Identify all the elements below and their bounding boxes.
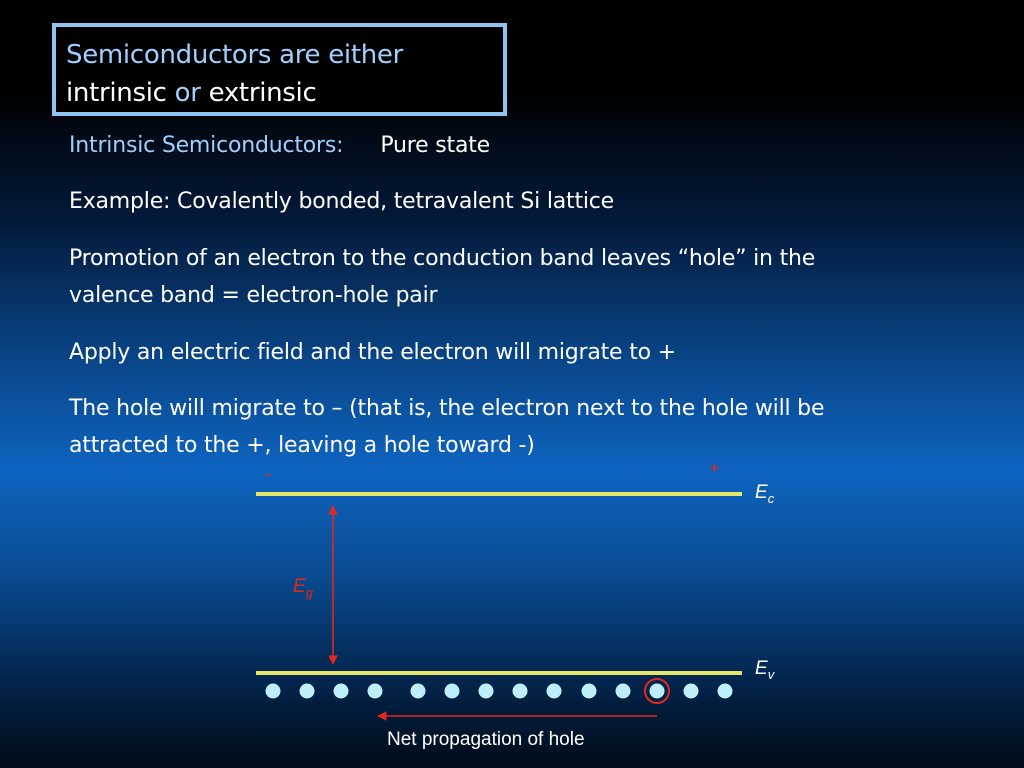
electron-dot: [334, 684, 349, 699]
electron-dot: [718, 684, 733, 699]
hole-migration-line-2: attracted to the +, leaving a hole toward -): [69, 433, 535, 458]
electron-dot: [650, 684, 665, 699]
intrinsic-value: Pure state: [380, 133, 491, 158]
valence-electrons: [266, 684, 733, 699]
ec-label: $E_c$: [755, 482, 775, 506]
example-line: Example: Covalently bonded, tetravalent Si lattice: [69, 189, 615, 214]
plus-sign: +: [709, 458, 720, 478]
intrinsic-label: Intrinsic Semiconductors:: [69, 133, 344, 158]
promotion-line-1: Promotion of an electron to the conduction band leaves “hole” in the: [69, 246, 816, 271]
title-extrinsic: extrinsic: [208, 78, 317, 108]
electron-dot: [411, 684, 426, 699]
electron-dot: [368, 684, 383, 699]
electron-dot: [684, 684, 699, 699]
title-intrinsic: intrinsic: [66, 78, 167, 108]
eg-label: $E_g$: [293, 576, 313, 600]
electron-dot: [479, 684, 494, 699]
electron-dot: [616, 684, 631, 699]
promotion-line-2: valence band = electron-hole pair: [69, 283, 438, 308]
electric-field-line: Apply an electric field and the electron will migrate to +: [69, 340, 676, 365]
hole-migration-line-1: The hole will migrate to – (that is, the electron next to the hole will be: [69, 396, 825, 421]
electron-dot: [547, 684, 562, 699]
propagation-label: Net propagation of hole: [387, 729, 585, 750]
electron-dot: [582, 684, 597, 699]
electron-dot: [300, 684, 315, 699]
ev-label: $E_v$: [755, 658, 775, 682]
electron-dot: [513, 684, 528, 699]
title-line-1: Semiconductors are either: [66, 40, 404, 70]
minus-sign: -: [265, 464, 271, 484]
electron-dot: [266, 684, 281, 699]
title-or: or: [166, 78, 209, 108]
electron-dot: [445, 684, 460, 699]
